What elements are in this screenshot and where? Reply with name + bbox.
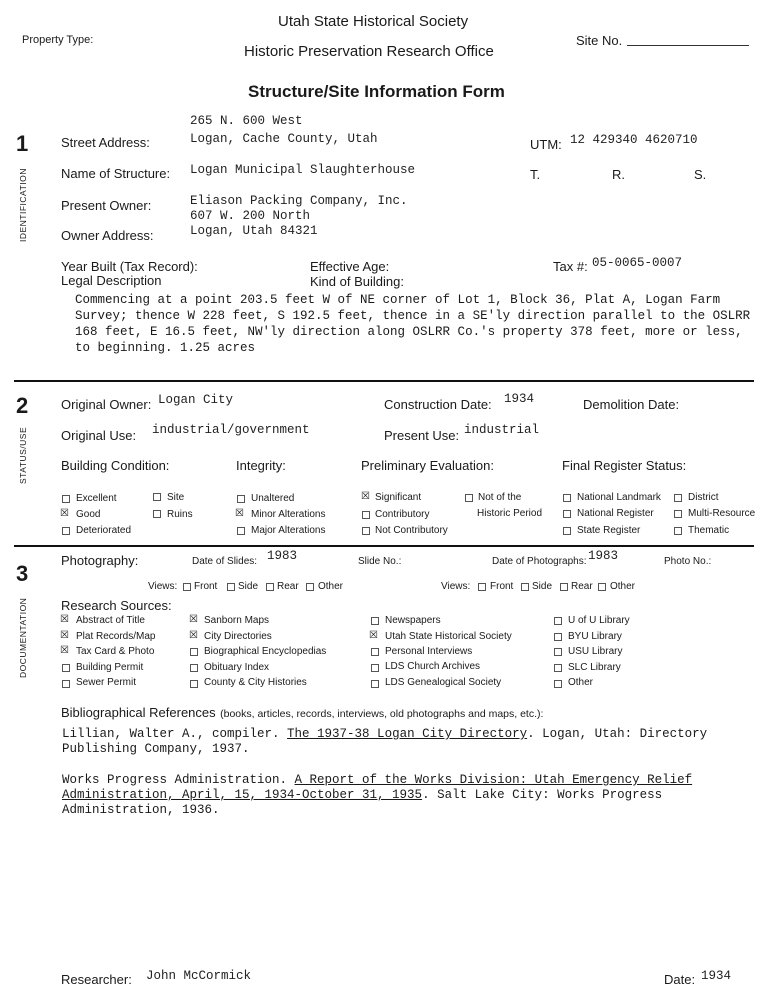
tax-number-label: Tax #:	[553, 259, 588, 274]
photography-label: Photography:	[61, 553, 139, 568]
national-register-checkbox[interactable]	[563, 510, 571, 518]
biographical-encyclopedias-label: Biographical Encyclopedias	[204, 646, 327, 657]
photos-rear-checkbox[interactable]	[560, 583, 568, 591]
national-register-label: National Register	[577, 508, 654, 519]
minor-alterations-label: Minor Alterations	[251, 509, 326, 520]
abstract-of-title-checkbox-checked[interactable]: ☒	[60, 614, 69, 625]
section-3-side-label: DOCUMENTATION	[18, 597, 28, 678]
lds-church-archives-label: LDS Church Archives	[385, 661, 481, 672]
original-use-label: Original Use:	[61, 428, 137, 443]
reference-1-publisher: . Logan, Utah: Directory Publishing Company, 1937.	[62, 727, 708, 756]
county-city-histories-label: County & City Histories	[204, 677, 307, 688]
biblio-sub: (books, articles, records, interviews, old photographs and maps, etc.):	[220, 708, 544, 720]
ruins-checkbox[interactable]	[153, 510, 161, 518]
section-2-number: 2	[16, 393, 29, 418]
original-owner-value: Logan City	[158, 393, 234, 407]
abstract-of-title-label: Abstract of Title	[76, 615, 145, 626]
not-contributory-label: Not Contributory	[375, 525, 448, 536]
ushs-checkbox-checked[interactable]: ☒	[369, 630, 378, 641]
reference-2-publisher: . Salt Lake City: Works Progress Administration, 1936.	[62, 788, 663, 817]
national-landmark-checkbox[interactable]	[563, 494, 571, 502]
unaltered-checkbox[interactable]	[237, 495, 245, 503]
significant-checkbox-checked[interactable]: ☒	[361, 491, 370, 502]
date-label: Date:	[664, 972, 696, 987]
biographical-encyclopedias-checkbox[interactable]	[190, 648, 198, 656]
u-of-u-library-label: U of U Library	[568, 615, 630, 626]
section-2-side-label: STATUS/USE	[18, 426, 28, 484]
slides-front-label: Front	[194, 581, 218, 592]
slides-front-checkbox[interactable]	[183, 583, 191, 591]
slide-no-label: Slide No.:	[358, 556, 402, 567]
legal-description-label: Legal Description	[61, 273, 162, 288]
slc-library-checkbox[interactable]	[554, 664, 562, 672]
tax-card-checkbox-checked[interactable]: ☒	[60, 645, 69, 656]
photos-side-checkbox[interactable]	[521, 583, 529, 591]
other-source-checkbox[interactable]	[554, 680, 562, 688]
district-checkbox[interactable]	[674, 494, 682, 502]
section-1-side-label: IDENTIFICATION	[18, 168, 28, 242]
lds-church-archives-checkbox[interactable]	[371, 664, 379, 672]
kind-of-building-label: Kind of Building:	[310, 274, 404, 289]
district-label: District	[688, 492, 719, 503]
street-address-line1: 265 N. 600 West	[190, 114, 303, 128]
photos-side-label: Side	[532, 581, 553, 592]
state-register-label: State Register	[577, 525, 641, 536]
owner-address-line2: Logan, Utah 84321	[190, 224, 318, 238]
site-label: Site	[167, 492, 185, 503]
good-checkbox-checked[interactable]: ☒	[60, 508, 69, 519]
deteriorated-label: Deteriorated	[76, 525, 132, 536]
original-owner-label: Original Owner:	[61, 397, 152, 412]
usu-library-label: USU Library	[568, 646, 623, 657]
ruins-label: Ruins	[167, 509, 193, 520]
effective-age-label: Effective Age:	[310, 259, 390, 274]
integrity-label: Integrity:	[236, 458, 286, 473]
contributory-label: Contributory	[375, 509, 430, 520]
owner-address-line1: 607 W. 200 North	[190, 209, 311, 223]
construction-date-value: 1934	[504, 392, 535, 406]
byu-library-label: BYU Library	[568, 631, 622, 642]
slides-rear-checkbox[interactable]	[266, 583, 274, 591]
sanborn-maps-checkbox-checked[interactable]: ☒	[189, 614, 198, 625]
plat-records-label: Plat Records/Map	[76, 631, 156, 642]
building-permit-checkbox[interactable]	[62, 664, 70, 672]
construction-date-label: Construction Date:	[384, 397, 492, 412]
major-alterations-checkbox[interactable]	[237, 527, 245, 535]
date-of-photographs-label: Date of Photographs:	[492, 556, 587, 567]
slides-side-label: Side	[238, 581, 259, 592]
personal-interviews-label: Personal Interviews	[385, 646, 473, 657]
good-label: Good	[76, 509, 101, 520]
photos-views-label: Views:	[441, 581, 471, 592]
usu-library-checkbox[interactable]	[554, 648, 562, 656]
thematic-checkbox[interactable]	[674, 527, 682, 535]
unaltered-label: Unaltered	[251, 493, 295, 504]
reference-2	[62, 773, 762, 818]
date-of-slides-value: 1983	[267, 549, 298, 563]
reference-2-author: Works Progress Administration.	[62, 773, 295, 787]
excellent-label: Excellent	[76, 493, 117, 504]
obituary-index-label: Obituary Index	[204, 662, 270, 673]
plat-records-checkbox-checked[interactable]: ☒	[60, 630, 69, 641]
newspapers-checkbox[interactable]	[371, 617, 379, 625]
street-address-label: Street Address:	[61, 135, 150, 150]
street-address-line2: Logan, Cache County, Utah	[190, 132, 378, 146]
property-type-label: Property Type:	[22, 34, 94, 46]
ushs-label: Utah State Historical Society	[385, 631, 512, 642]
reference-1	[62, 727, 762, 757]
utm-value: 12 429340 4620710	[570, 133, 698, 147]
date-of-slides-label: Date of Slides:	[192, 556, 258, 567]
final-register-status-label: Final Register Status:	[562, 458, 687, 473]
section-3-number: 3	[16, 561, 29, 586]
range-label: R.	[612, 167, 625, 182]
sewer-permit-checkbox[interactable]	[62, 680, 70, 688]
section-divider-1	[14, 380, 754, 382]
significant-label: Significant	[375, 492, 422, 503]
city-directories-label: City Directories	[204, 631, 272, 642]
site-no-line	[627, 45, 749, 46]
present-owner-value: Eliason Packing Company, Inc.	[190, 194, 408, 208]
thematic-label: Thematic	[688, 525, 730, 536]
building-permit-label: Building Permit	[76, 662, 144, 673]
lds-genealogical-checkbox[interactable]	[371, 680, 379, 688]
biblio-heading	[61, 704, 543, 722]
tax-card-label: Tax Card & Photo	[76, 646, 155, 657]
u-of-u-library-checkbox[interactable]	[554, 617, 562, 625]
section-divider-2	[14, 545, 754, 547]
photos-rear-label: Rear	[571, 581, 593, 592]
present-owner-label: Present Owner:	[61, 198, 152, 213]
sanborn-maps-label: Sanborn Maps	[204, 615, 270, 626]
present-use-label: Present Use:	[384, 428, 460, 443]
original-use-value: industrial/government	[152, 423, 310, 437]
researcher-label: Researcher:	[61, 972, 132, 987]
state-register-checkbox[interactable]	[563, 527, 571, 535]
name-of-structure-value: Logan Municipal Slaughterhouse	[190, 163, 416, 177]
historic-period-label: Historic Period	[477, 508, 543, 519]
research-sources-label: Research Sources:	[61, 598, 172, 613]
slides-rear-label: Rear	[277, 581, 299, 592]
contributory-checkbox[interactable]	[362, 511, 370, 519]
sewer-permit-label: Sewer Permit	[76, 677, 137, 688]
section-1-number: 1	[16, 131, 29, 156]
name-of-structure-label: Name of Structure:	[61, 166, 171, 181]
reference-1-title: The 1937-38 Logan City Directory	[287, 727, 528, 741]
office-name: Historic Preservation Research Office	[244, 43, 494, 60]
personal-interviews-checkbox[interactable]	[371, 648, 379, 656]
year-built-label: Year Built (Tax Record):	[61, 259, 198, 274]
slides-other-label: Other	[318, 581, 344, 592]
site-no-label: Site No.	[576, 33, 623, 48]
building-condition-label: Building Condition:	[61, 458, 170, 473]
date-value: 1934	[701, 969, 732, 983]
photos-front-checkbox[interactable]	[478, 583, 486, 591]
slc-library-label: SLC Library	[568, 662, 621, 673]
photos-other-checkbox[interactable]	[598, 583, 606, 591]
not-contributory-checkbox[interactable]	[362, 527, 370, 535]
photo-no-label: Photo No.:	[664, 556, 712, 567]
major-alterations-label: Major Alterations	[251, 525, 326, 536]
not-of-historic-period-checkbox[interactable]	[465, 494, 473, 502]
form-title: Structure/Site Information Form	[248, 82, 505, 101]
multi-resource-label: Multi-Resource	[688, 508, 756, 519]
byu-library-checkbox[interactable]	[554, 633, 562, 641]
not-of-the-label: Not of the	[478, 492, 522, 503]
township-label: T.	[530, 167, 541, 182]
legal-description-value: Commencing at a point 203.5 feet W of NE corner of Lot 1, Block 36, Plat A, Logan Farm Survey; thence W 228 feet, S 192.5 feet, thence in a SE'ly direction parallel to the OSLRR 168 feet, E 16.5 feet, NW'ly direction along OSLRR Co.'s property 378 feet, more or less, to beginning. 1.25 acres	[75, 293, 751, 355]
society-name: Utah State Historical Society	[278, 13, 469, 30]
slides-other-checkbox[interactable]	[306, 583, 314, 591]
utm-label: UTM:	[530, 137, 562, 152]
photos-other-label: Other	[610, 581, 636, 592]
minor-alterations-checkbox-checked[interactable]: ☒	[235, 508, 244, 519]
biblio-label: Bibliographical References	[61, 705, 216, 720]
city-directories-checkbox-checked[interactable]: ☒	[189, 630, 198, 641]
preliminary-evaluation-label: Preliminary Evaluation:	[361, 458, 494, 473]
obituary-index-checkbox[interactable]	[190, 664, 198, 672]
tax-number-value: 05-0065-0007	[592, 256, 683, 270]
photos-front-label: Front	[490, 581, 514, 592]
owner-address-label: Owner Address:	[61, 228, 154, 243]
lds-genealogical-label: LDS Genealogical Society	[385, 677, 502, 688]
date-of-photographs-value: 1983	[588, 549, 619, 563]
section-label: S.	[694, 167, 707, 182]
reference-2-title: A Report of the Works Division: Utah Emergency Relief Administration, April, 15, 1934-October 31, 1935	[62, 773, 693, 802]
deteriorated-checkbox[interactable]	[62, 527, 70, 535]
demolition-date-label: Demolition Date:	[583, 397, 680, 412]
other-source-label: Other	[568, 677, 594, 688]
slides-views-label: Views:	[148, 581, 178, 592]
slides-side-checkbox[interactable]	[227, 583, 235, 591]
present-use-value: industrial	[464, 423, 540, 437]
site-checkbox[interactable]	[153, 493, 161, 501]
researcher-value: John McCormick	[146, 969, 252, 983]
multi-resource-checkbox[interactable]	[674, 510, 682, 518]
county-city-histories-checkbox[interactable]	[190, 680, 198, 688]
excellent-checkbox[interactable]	[62, 495, 70, 503]
reference-1-author: Lillian, Walter A., compiler.	[62, 727, 288, 741]
newspapers-label: Newspapers	[385, 615, 441, 626]
national-landmark-label: National Landmark	[577, 492, 661, 503]
